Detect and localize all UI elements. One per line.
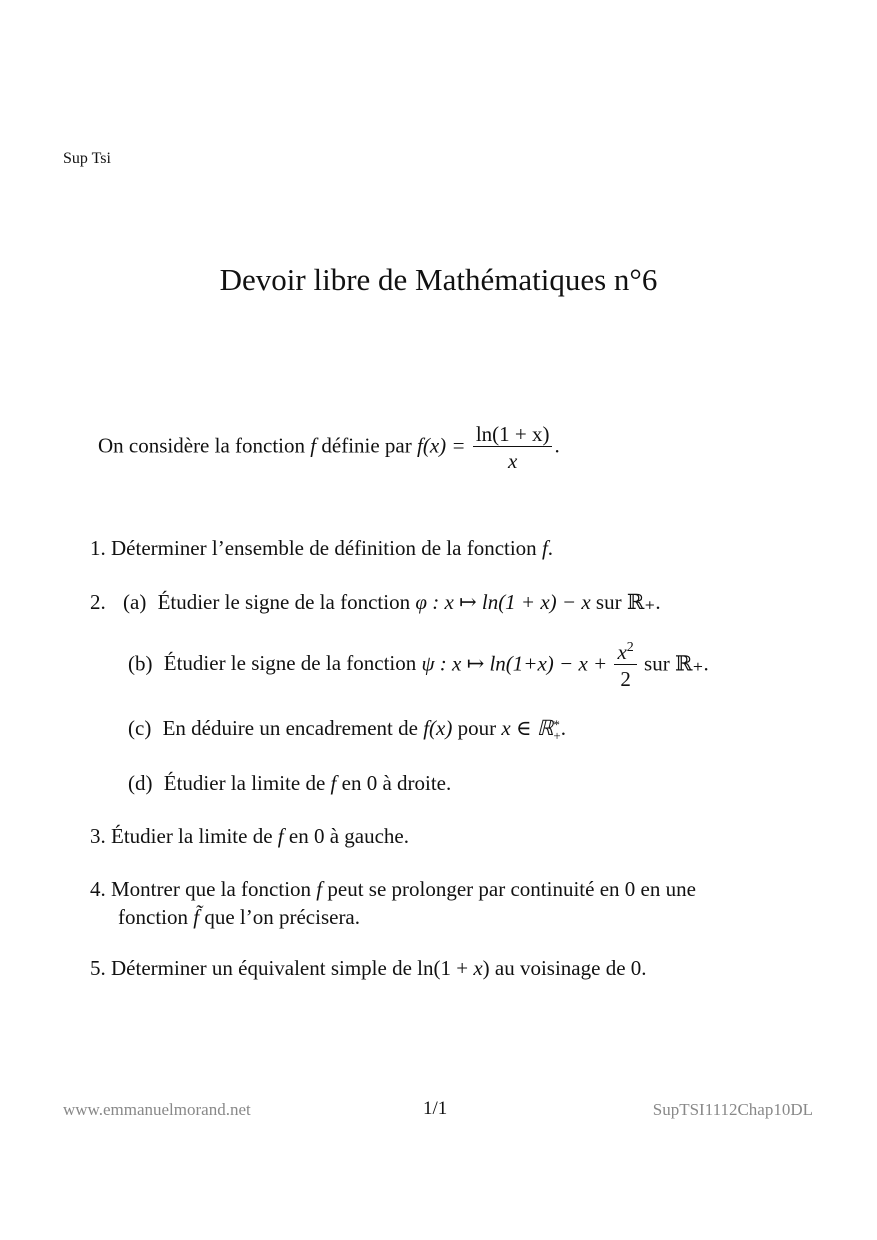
footer-doc-id: SupTSI1112Chap10DL (652, 1100, 813, 1119)
sub-label: (d) (128, 771, 153, 795)
item-text: peut se prolonger par continuité en 0 en une (322, 877, 696, 901)
page-title: Devoir libre de Mathématiques n°6 (219, 262, 658, 297)
punct: . (554, 433, 560, 458)
item-text: . (547, 536, 554, 560)
intro-text: définie par (316, 433, 417, 458)
item-text: Étudier la limite de (163, 771, 331, 795)
item-text: que l’on précisera. (199, 905, 361, 929)
question-2d (128, 771, 451, 796)
item-text: pour (452, 716, 502, 740)
math: x (473, 956, 483, 980)
item-text: En déduire un encadrement de (162, 716, 424, 740)
item-number: 3. (90, 824, 106, 848)
question-4 (90, 877, 696, 902)
fraction (473, 422, 553, 473)
item-text: Étudier la limite de (111, 824, 278, 848)
item-text: sur ℝ₊. (638, 651, 709, 676)
math: f (330, 771, 337, 795)
question-4-line2 (118, 905, 360, 930)
item-text: fonction (118, 905, 194, 929)
item-text: Étudier le signe de la fonction (163, 651, 422, 676)
math: f(x) (423, 716, 453, 740)
question-2c (128, 716, 566, 744)
item-text: Déterminer l’ensemble de définition de la fonction (111, 536, 542, 560)
math: f (277, 824, 284, 848)
denominator: 2 (620, 667, 631, 692)
item-text: Étudier le signe de la fonction (157, 590, 416, 614)
subscript: + (553, 728, 561, 744)
item-text: en 0 à droite. (336, 771, 452, 795)
sub-label: (c) (128, 716, 152, 740)
punct: . (560, 716, 566, 740)
item-text: en 0 à gauche. (283, 824, 409, 848)
sub-label: (a) (123, 590, 147, 614)
denominator: x (507, 449, 518, 474)
footer-page-number: 1/1 (423, 1098, 448, 1119)
item-text: Montrer que la fonction (111, 877, 317, 901)
item-number: 5. (90, 956, 106, 980)
sub-label: (b) (128, 651, 153, 676)
math: ψ : x ↦ ln(1+x) − x + (421, 651, 613, 676)
intro-statement (98, 422, 560, 473)
question-2b (128, 640, 709, 691)
footer-website: www.emmanuelmorand.net (63, 1100, 251, 1119)
math: f̃ (193, 905, 200, 929)
question-1 (90, 536, 553, 561)
item-number: 4. (90, 877, 106, 901)
exponent: 2 (626, 640, 634, 655)
item-number: 2. (90, 590, 106, 614)
math: f (316, 877, 323, 901)
numerator: ln(1 + x) (473, 422, 553, 447)
item-text: sur ℝ₊. (590, 590, 661, 614)
item-number: 1. (90, 536, 106, 560)
math: f (310, 433, 317, 458)
question-5 (90, 956, 647, 981)
superscript: * (553, 717, 560, 733)
math: x ∈ ℝ (501, 716, 554, 740)
math: φ : x ↦ ln(1 + x) − x (415, 590, 591, 614)
math: f(x) = (417, 433, 471, 458)
item-text: Déterminer un équivalent simple de ln(1 + (111, 956, 474, 980)
question-2 (90, 590, 661, 615)
intro-text: On considère la fonction (98, 433, 311, 458)
numerator: x (617, 640, 627, 664)
fraction (614, 640, 636, 691)
question-3 (90, 824, 409, 849)
item-text: ) au voisinage de 0. (482, 956, 647, 980)
header-class-label: Sup Tsi (63, 150, 111, 167)
math: f (541, 536, 548, 560)
